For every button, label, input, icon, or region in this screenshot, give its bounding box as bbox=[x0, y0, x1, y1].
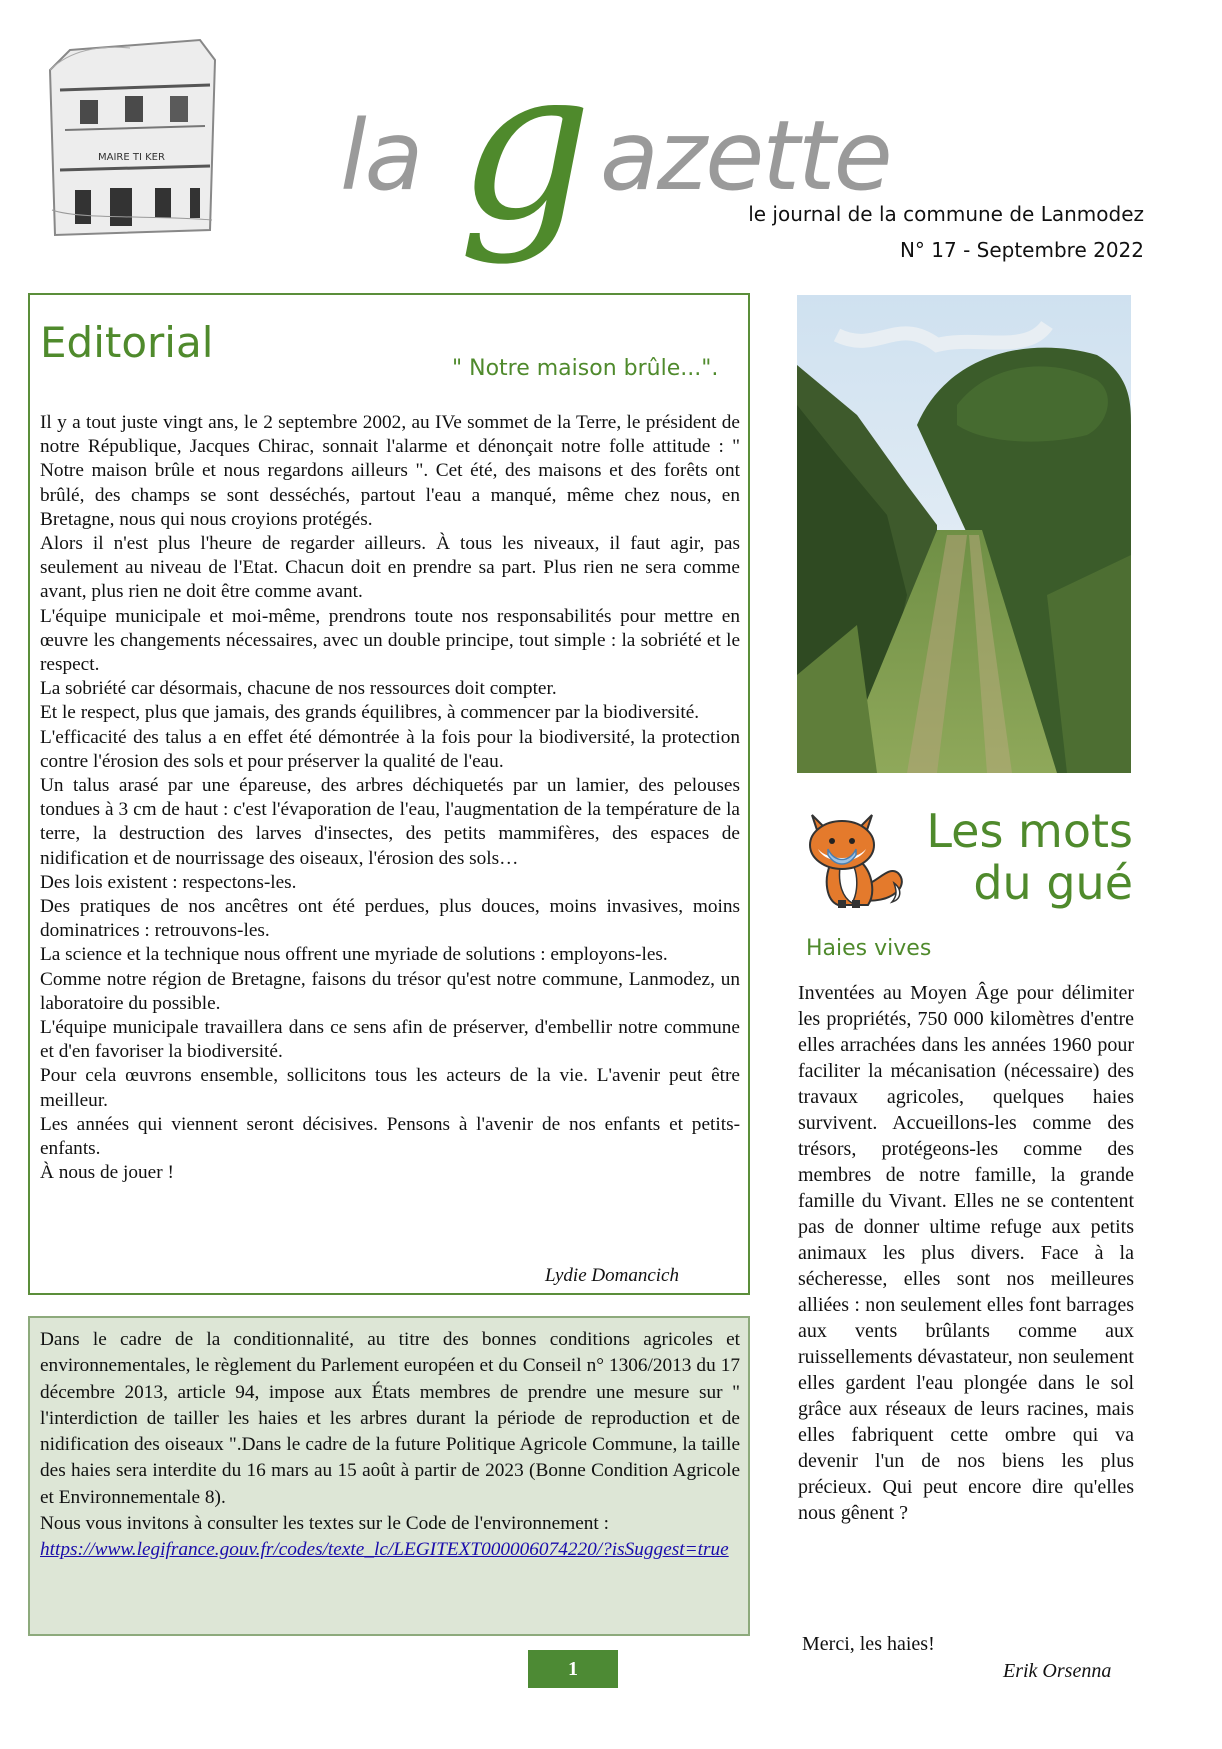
editorial-paragraph: Des lois existent : respectons-les. bbox=[40, 871, 297, 893]
editorial-paragraph: La sobriété car désormais, chacune de nos ressources doit compter. bbox=[40, 678, 557, 700]
column-signature: Erik Orsenna bbox=[1003, 1660, 1112, 1682]
column-body bbox=[798, 980, 1134, 1526]
column-thanks: Merci, les haies! bbox=[802, 1633, 935, 1655]
issue-number: N° 17 - Septembre 2022 bbox=[899, 238, 1144, 262]
masthead-azette: azette bbox=[600, 100, 891, 212]
editorial-paragraph: L'équipe municipale et moi-même, prendrons toute nos responsabilités pour mettre en œuvre les changements nécessaires, avec un double principe, tout simple : la sobriété et le respect. bbox=[40, 605, 740, 676]
town-hall-sketch bbox=[40, 30, 230, 240]
editorial-paragraph: Il y a tout juste vingt ans, le 2 septembre 2002, au IVe sommet de la Terre, le président de notre République, Jacques Chirac, sonnait l'alarme et dénonçait notre folle attitude : " Notre maison brûle et nous regardons ailleurs ". Cet été, des maisons et des forêts ont brûlé, des champs se sont desséchés, partout l'eau a manqué, même chez nous, en Bretagne, nous qui nous croyions protégés. bbox=[40, 412, 740, 530]
column-title-line1: Les mots bbox=[926, 804, 1133, 858]
page-number: 1 bbox=[528, 1650, 618, 1688]
journal-subtitle: le journal de la commune de Lanmodez bbox=[748, 202, 1144, 226]
editorial-body bbox=[40, 411, 740, 1186]
regulation-paragraph: Nous vous invitons à consulter les textes sur le Code de l'environnement : bbox=[40, 1513, 609, 1535]
editorial-paragraph: Comme notre région de Bretagne, faisons du trésor qu'est notre commune, Lanmodez, un laboratoire du possible. bbox=[40, 968, 740, 1014]
sketch-sign: MAIRE TI KER bbox=[98, 152, 165, 163]
column-title bbox=[918, 805, 1133, 909]
editorial-paragraph: La science et la technique nous offrent une myriade de solutions : employons-les. bbox=[40, 944, 668, 966]
country-lane-photo bbox=[797, 295, 1131, 773]
editorial-paragraph: Pour cela œuvrons ensemble, sollicitons tous les acteurs de la vie. L'avenir peut être meilleur. bbox=[40, 1065, 740, 1111]
legifrance-link[interactable]: https://www.legifrance.gouv.fr/codes/texte_lc/LEGITEXT000006074220/?isSuggest=true bbox=[40, 1539, 729, 1561]
fox-mascot-icon bbox=[798, 805, 916, 915]
column-paragraph: Inventées au Moyen Âge pour délimiter les propriétés, 750 000 kilomètres d'entre elles arrachées dans les années 1960 pour faciliter la mécanisation (nécessaire) des travaux agricoles, quelques haies survivent. Accueillons-les comme des trésors, protégeons-les comme des membres de notre famille, la grande famille du Vivant. Elles ne se contentent pas de donner ultime refuge aux petits animaux les plus divers. Face à la sécheresse, elles sont nos meilleures alliées : non seulement elles font barrages aux vents brûlants comme aux ruissellements dévastateur, non seulement elles gardent l'eau plongée dans le sol grâce aux réseaux de leurs racines, mais elles fabriquent cette ombre qui va devenir l'un de nos biens les plus précieux. Qui peut encore dire qu'elles nous gênent ? bbox=[798, 982, 1134, 1524]
editorial-paragraph: L'efficacité des talus a en effet été démontrée à la fois pour la biodiversité, la protection contre l'érosion des sols et pour préserver la qualité de l'eau. bbox=[40, 726, 740, 772]
editorial-paragraph: Des pratiques de nos ancêtres ont été perdues, plus douces, moins invasives, moins dominatrices : retrouvons-les. bbox=[40, 896, 740, 942]
regulation-paragraph: Dans le cadre de la conditionnalité, au titre des bonnes conditions agricoles et environnementales, le règlement du Parlement européen et du Conseil n° 1306/2013 du 17 décembre 2013, article 94, impose aux États membres de prendre une mesure sur " l'interdiction de tailler les haies et les arbres durant la période de reproduction et de nidification des oiseaux ".Dans le cadre de la future Politique Agricole Commune, la taille des haies sera interdite du 16 mars au 15 août à partir de 2023 (Bonne Condition Agricole et Environnementale 8). bbox=[40, 1329, 740, 1508]
masthead-g: g bbox=[458, 22, 593, 267]
editorial-signature: Lydie Domancich bbox=[545, 1265, 679, 1286]
editorial-paragraph: Un talus arasé par une épareuse, des arbres déchiquetés par un lamier, des pelouses tondues à 3 cm de haut : c'est l'évaporation de l'eau, l'augmentation de la température de la terre, la destruction des larves d'insectes, des petits mammifères, des espaces de nidification et de nourrissage des oiseaux, l'érosion des sols… bbox=[40, 775, 740, 869]
column-subtitle: Haies vives bbox=[806, 936, 932, 961]
editorial-paragraph: L'équipe municipale travaillera dans ce sens afin de préserver, d'embellir notre commune et d'en favoriser la biodiversité. bbox=[40, 1017, 740, 1063]
editorial-paragraph: Les années qui viennent seront décisives. Pensons à l'avenir de nos enfants et petits-enfants. bbox=[40, 1113, 740, 1160]
masthead-la: la bbox=[340, 100, 422, 212]
editorial-quote: " Notre maison brûle...". bbox=[452, 356, 719, 381]
editorial-title: Editorial bbox=[40, 318, 214, 367]
editorial-paragraph: À nous de jouer ! bbox=[40, 1162, 174, 1184]
editorial-paragraph: Alors il n'est plus l'heure de regarder ailleurs. À tous les niveaux, il faut agir, pas seulement au niveau de l'Etat. Chacun doit en prendre sa part. Plus rien ne sera comme avant, plus rien ne doit être comme avant. bbox=[40, 533, 740, 603]
masthead-logo bbox=[340, 22, 980, 280]
column-title-line2: du gué bbox=[973, 856, 1133, 910]
editorial-paragraph: Et le respect, plus que jamais, des grands équilibres, à commencer par la biodiversité. bbox=[40, 702, 700, 724]
regulation-body bbox=[40, 1327, 740, 1564]
